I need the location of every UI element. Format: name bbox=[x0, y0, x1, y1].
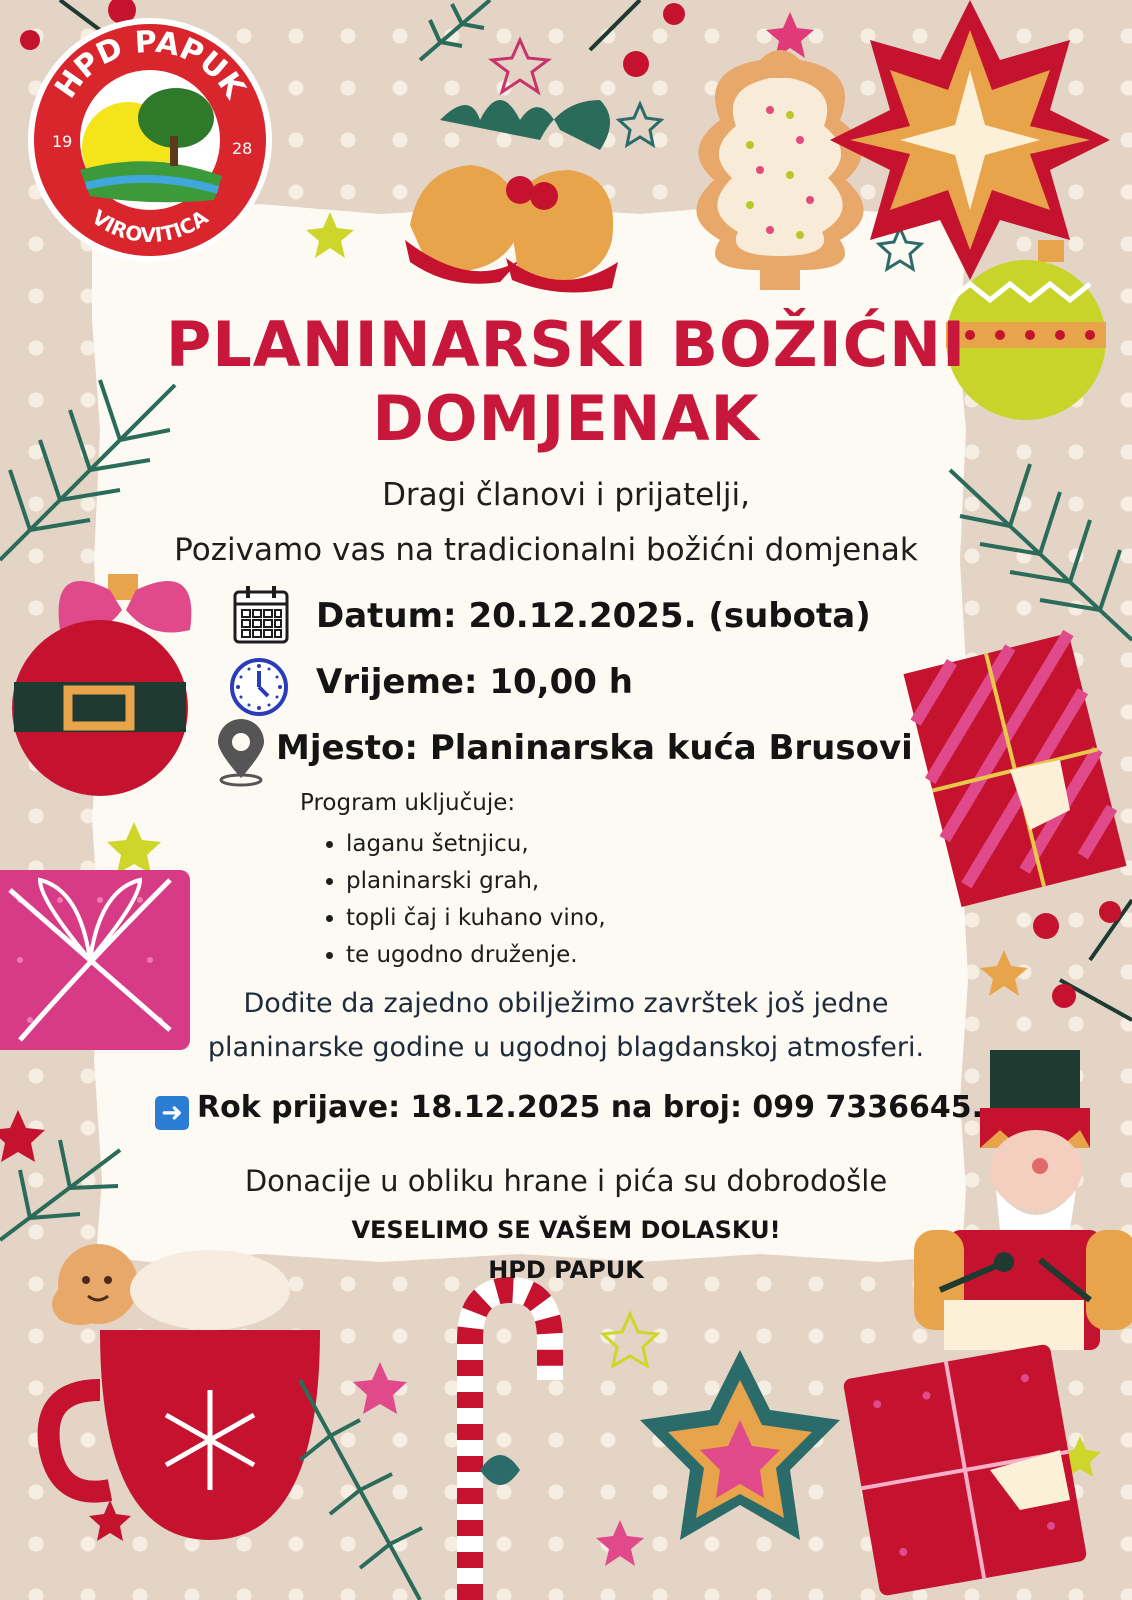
logo-year-right: 28 bbox=[232, 139, 253, 158]
event-title-line2: DOMJENAK bbox=[372, 382, 760, 455]
clock-icon bbox=[228, 656, 290, 718]
list-item: • te ugodno druženje. bbox=[346, 937, 606, 974]
list-item: • laganu šetnjicu, bbox=[346, 826, 606, 863]
registration-deadline bbox=[155, 1090, 983, 1130]
location-pin-icon bbox=[214, 718, 268, 788]
registration-deadline-text: Rok prijave: 18.12.2025 na broj: 099 7336645. bbox=[197, 1090, 983, 1125]
program-list bbox=[318, 826, 606, 974]
event-title-line1: PLANINARSKI BOŽIĆNI bbox=[165, 308, 967, 381]
logo-town: VIROVITICA bbox=[87, 205, 213, 248]
greeting-line1: Dragi članovi i prijatelji, bbox=[382, 477, 750, 513]
calendar-icon bbox=[232, 584, 290, 646]
welcome-message: VESELIMO SE VAŠEM DOLASKU! bbox=[351, 1216, 781, 1244]
list-item: • planinarski grah, bbox=[346, 863, 606, 900]
event-time: Vrijeme: 10,00 h bbox=[316, 662, 633, 702]
closing-line2: planinarske godine u ugodnoj blagdanskoj atmosferi. bbox=[207, 1032, 925, 1063]
logo-club-name: HPD PAPUK bbox=[48, 24, 252, 105]
arrow-right-icon: ➜ bbox=[155, 1096, 189, 1130]
event-place: Mjesto: Planinarska kuća Brusovi bbox=[276, 728, 913, 768]
program-heading: Program uključuje: bbox=[300, 790, 516, 816]
closing-line1: Dođite da zajedno obilježimo završtek još jedne bbox=[243, 988, 889, 1019]
signature: HPD PAPUK bbox=[488, 1256, 644, 1284]
logo-year-left: 19 bbox=[52, 132, 73, 151]
greeting-line2: Pozivamo vas na tradicionalni božićni domjenak bbox=[174, 532, 918, 568]
event-date: Datum: 20.12.2025. (subota) bbox=[316, 596, 871, 636]
donations-note: Donacije u obliku hrane i pića su dobrodošle bbox=[244, 1164, 888, 1198]
list-item: • topli čaj i kuhano vino, bbox=[346, 900, 606, 937]
